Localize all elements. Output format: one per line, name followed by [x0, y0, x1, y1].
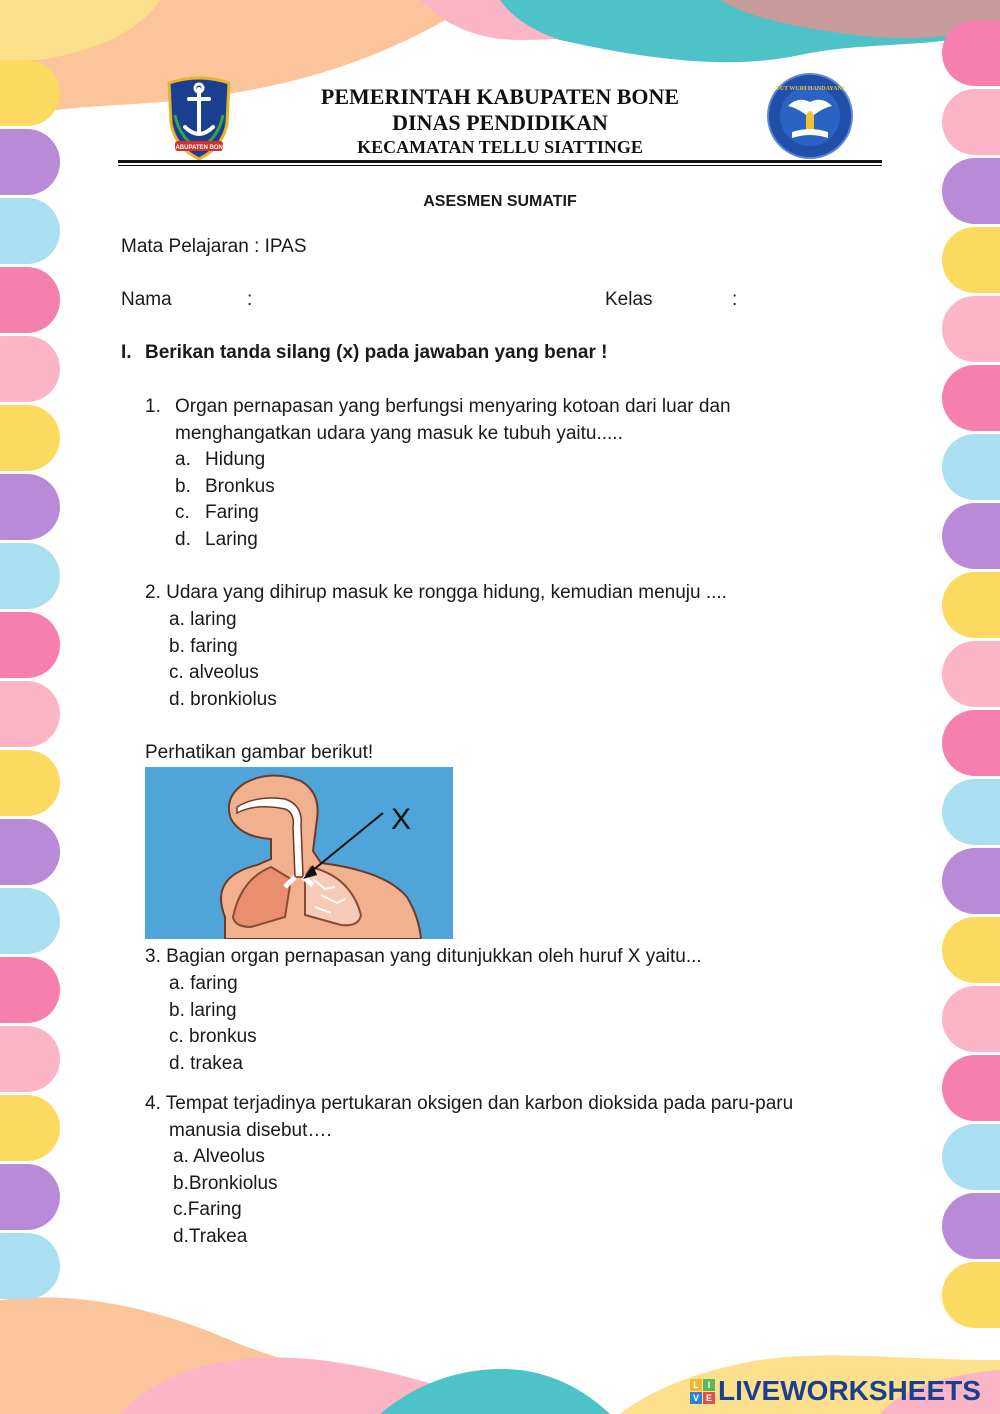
bottom-teal-blob: [380, 1369, 610, 1414]
subject-line: Mata Pelajaran : IPAS: [121, 236, 307, 257]
q1-option-b[interactable]: Bronkus: [205, 476, 275, 497]
q4-option-c[interactable]: c.Faring: [173, 1199, 242, 1220]
logo-tile-l: L: [690, 1379, 702, 1391]
header-rule-thick: [118, 160, 882, 163]
section-number: I.: [121, 342, 132, 363]
header-district: KECAMATAN TELLU SIATTINGE: [357, 137, 643, 157]
q3-text: 3. Bagian organ pernapasan yang ditunjukkan oleh huruf X yaitu...: [145, 946, 702, 967]
q1-option-d-letter: d.: [175, 529, 191, 550]
logo-tile-i: I: [703, 1379, 715, 1391]
q1-option-c-letter: c.: [175, 502, 190, 523]
q4-option-d[interactable]: d.Trakea: [173, 1226, 248, 1247]
watermark-text: LIVEWORKSHEETS: [718, 1375, 981, 1406]
respiratory-system-figure: [145, 767, 453, 939]
q4-option-b[interactable]: b.Bronkiolus: [173, 1173, 278, 1194]
q3-option-c[interactable]: c. bronkus: [169, 1026, 257, 1047]
left-logo-text: KABUPATEN BONE: [171, 145, 227, 151]
name-colon: :: [247, 289, 253, 310]
logo-tile-v: V: [690, 1392, 702, 1404]
figure-label-x: X: [391, 803, 412, 836]
q2-option-d[interactable]: d. bronkiolus: [169, 689, 277, 710]
logo-tile-e: E: [703, 1392, 715, 1404]
class-label: Kelas: [605, 289, 653, 310]
q4-text-line2: manusia disebut….: [169, 1120, 332, 1141]
q3-option-b[interactable]: b. laring: [169, 1000, 237, 1021]
class-colon: :: [732, 289, 738, 310]
q1-option-c[interactable]: Faring: [205, 502, 259, 523]
q1-text-line1: Organ pernapasan yang berfungsi menyaring kotoan dari luar dan: [175, 396, 731, 417]
liveworksheets-logo-icon: [690, 1379, 715, 1404]
q1-text-line2: menghangatkan udara yang masuk ke tubuh yaitu.....: [175, 423, 623, 444]
header-department: DINAS PENDIDIKAN: [392, 110, 608, 135]
q1-option-a[interactable]: Hidung: [205, 449, 266, 470]
tut-wuri-handayani-logo: [766, 72, 854, 160]
q3-option-d[interactable]: d. trakea: [169, 1053, 243, 1074]
q4-option-a[interactable]: a. Alveolus: [173, 1146, 265, 1167]
q2-option-b[interactable]: b. faring: [169, 636, 238, 657]
q2-text: 2. Udara yang dihirup masuk ke rongga hidung, kemudian menuju ....: [145, 582, 727, 603]
liveworksheets-watermark: [690, 1374, 981, 1408]
q3-option-a[interactable]: a. faring: [169, 973, 238, 994]
right-pill-strip: [942, 20, 1000, 1328]
header-government: PEMERINTAH KABUPATEN BONE: [320, 84, 680, 109]
left-pill-strip: [0, 60, 60, 1299]
section-instruction: Berikan tanda silang (x) pada jawaban yang benar !: [145, 342, 608, 363]
q2-option-a[interactable]: a. laring: [169, 609, 237, 630]
q1-option-b-letter: b.: [175, 476, 191, 497]
header-rule-thin: [118, 165, 882, 166]
q3-intro: Perhatikan gambar berikut!: [145, 742, 374, 763]
page-title: ASESMEN SUMATIF: [423, 193, 577, 210]
q1-option-d[interactable]: Laring: [205, 529, 258, 550]
q2-option-c[interactable]: c. alveolus: [169, 662, 259, 683]
q1-number: 1.: [145, 396, 161, 417]
q4-text-line1: 4. Tempat terjadinya pertukaran oksigen dan karbon dioksida pada paru-paru: [145, 1093, 794, 1114]
kabupaten-bone-logo: [163, 75, 235, 161]
right-logo-text: TUT WURI HANDAYANI: [775, 86, 845, 92]
q1-option-a-letter: a.: [175, 449, 191, 470]
name-label: Nama: [121, 289, 172, 310]
